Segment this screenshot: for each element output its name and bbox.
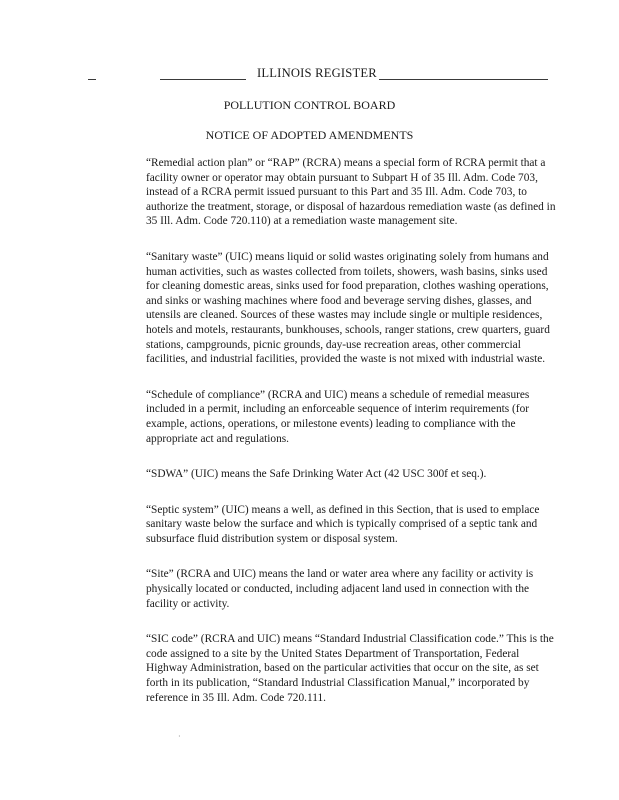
- definition-remedial-action-plan: “Remedial action plan” or “RAP” (RCRA) means a special form of RCRA permit that a facility owner or operator may obtain pursuant to Subpart H of 35 Ill. Adm. Code 703, instead of a RCRA permit issued pursuant to this Part and 35 Ill. Adm. Code 703, to authorize the treatment, storage, or disposal of hazardous remediation waste (as defined in 35 Ill. Adm. Code 720.110) at a remediation waste management site.: [146, 157, 556, 228]
- definition-site: “Site” (RCRA and UIC) means the land or water area where any facility or activity is physically located or conducted, including adjacent land used in connection with the facility or activity.: [146, 568, 534, 610]
- definitions-list: [146, 156, 560, 726]
- definition-sdwa: “SDWA” (UIC) means the Safe Drinking Water Act (42 USC 300f et seq.).: [146, 468, 487, 481]
- board-name: POLLUTION CONTROL BOARD: [223, 98, 396, 112]
- definition-sanitary-waste: “Sanitary waste” (UIC) means liquid or solid wastes originating solely from humans and human activities, such as wastes collected from toilets, showers, wash basins, sinks used for cleaning domestic areas, sinks used for food preparation, clothes washing operations, and sinks or washing machines where food and beverage serving dishes, glasses, and utensils are cleaned. Sources of these wastes may include single or multiple residences, hotels and motels, restaurants, bunkhouses, schools, ranger stations, crew quarters, guard stations, campgrounds, picnic grounds, day-use recreation areas, other commercial facilities, and industrial facilities, provided the waste is not mixed with industrial waste.: [146, 250, 550, 366]
- header-rule-left-2: [160, 79, 246, 80]
- notice-title: NOTICE OF ADOPTED AMENDMENTS: [205, 128, 414, 142]
- header-rule-left-1: [88, 79, 96, 80]
- header-rule-right: [374, 79, 548, 80]
- definition-sic-code: “SIC code” (RCRA and UIC) means “Standard Industrial Classification code.” This is the code assigned to a site by the United States Department of Transportation, Federal Highway Administration, based on the particular activities that occur on the site, as set forth in its publication, “Standard Industrial Classification Manual,” incorporated by reference in 35 Ill. Adm. Code 720.111.: [146, 633, 554, 704]
- register-title: ILLINOIS REGISTER: [257, 66, 377, 80]
- definition-schedule-of-compliance: “Schedule of compliance” (RCRA and UIC) means a schedule of remedial measures included in a permit, including an enforceable sequence of interim requirements (for example, actions, operations, or milestone events) leading to compliance with the appropriate act and regulations.: [146, 388, 530, 445]
- register-header: [88, 66, 548, 82]
- scan-speck: ·: [178, 732, 181, 741]
- definition-septic-system: “Septic system” (UIC) means a well, as defined in this Section, that is used to emplace sanitary waste below the surface and which is typically comprised of a septic tank and subsurface fluid distribution system or disposal system.: [146, 503, 540, 545]
